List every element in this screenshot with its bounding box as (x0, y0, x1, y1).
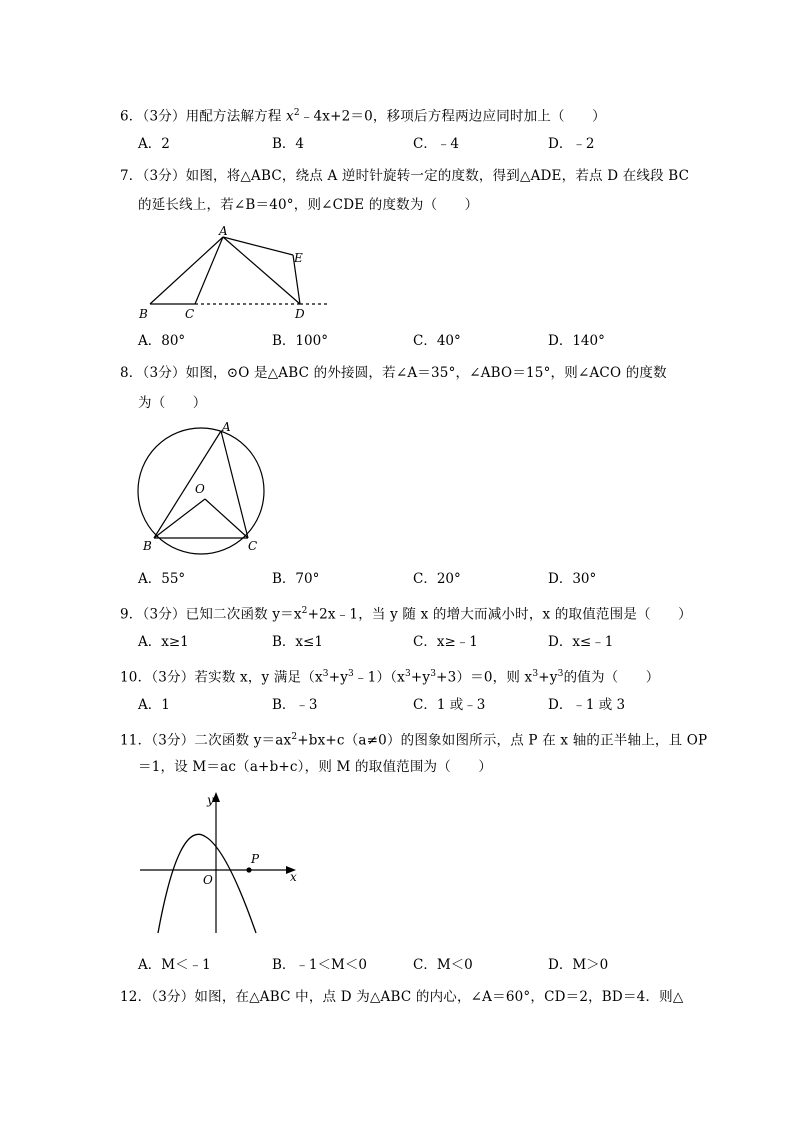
option-b[interactable]: B．﹣3 (272, 697, 318, 713)
option-c[interactable]: C．20° (413, 571, 461, 587)
question-text: ﹣4x+2＝0，移项后方程两边应同时加上（ ） (299, 108, 606, 125)
question-number: 11． (120, 732, 152, 749)
variable-x: x (286, 108, 294, 125)
option-c[interactable]: C．M＜0 (413, 957, 473, 973)
option-a[interactable]: A．55° (138, 571, 186, 587)
question-score: （3分） (151, 669, 195, 686)
option-b[interactable]: B．﹣1＜M＜0 (272, 957, 367, 973)
question-12 (120, 987, 683, 1007)
exponent: 3 (430, 669, 437, 679)
label-a: A (219, 224, 228, 238)
question-9-options (138, 632, 658, 652)
question-text: 的值为（ ） (563, 669, 660, 686)
exponent: 2 (301, 606, 308, 616)
label-p: P (251, 852, 260, 866)
question-6-options (138, 134, 658, 154)
exponent: 3 (532, 669, 539, 679)
question-text: 若实数 x，y 满足（x (194, 669, 323, 686)
point-p (246, 867, 251, 872)
question-text: ﹣1）（x (353, 669, 405, 686)
exponent: 2 (293, 108, 300, 118)
exponent: 3 (557, 669, 564, 679)
label-a: A (222, 420, 231, 434)
option-d[interactable]: D．x≤﹣1 (548, 634, 614, 650)
question-6 (120, 103, 606, 127)
question-score: （3分） (142, 365, 186, 381)
option-a[interactable]: A．x≥1 (138, 634, 189, 650)
segment-ab (154, 431, 221, 538)
option-d[interactable]: D．﹣1 或 3 (548, 697, 626, 713)
question-text: +y (328, 669, 349, 686)
label-o: O (195, 482, 205, 496)
label-d: D (295, 307, 305, 321)
label-c: C (248, 539, 258, 553)
label-e: E (294, 251, 303, 265)
label-c: C (185, 307, 195, 321)
question-8 (120, 363, 667, 383)
option-c[interactable]: C．x≥﹣1 (413, 634, 478, 650)
question-number: 10． (120, 669, 152, 686)
label-x: x (290, 870, 297, 884)
option-b[interactable]: B．100° (272, 333, 328, 349)
question-7-options (138, 331, 658, 351)
question-number: 12． (120, 989, 152, 1005)
circumcircle-figure (130, 414, 280, 560)
label-y: y (207, 793, 214, 807)
question-number: 9． (120, 606, 143, 623)
question-10-options (138, 695, 658, 715)
question-text: +bx+c（a≠0）的图象如图所示，点 P 在 x 轴的正半轴上，且 OP (297, 732, 708, 749)
question-text: 已知二次函数 y＝x (185, 606, 302, 623)
question-text: 如图，⊙O 是△ABC 的外接圆，若∠A＝35°，∠ABO＝15°，则∠ACO 的度数 (185, 365, 667, 381)
option-d[interactable]: D．﹣2 (548, 136, 595, 152)
exponent: 3 (404, 669, 411, 679)
exponent: 3 (348, 669, 354, 679)
question-text: 如图，在△ABC 中，点 D 为△ABC 的内心，∠A＝60°，CD＝2，BD＝4．则△ (194, 989, 684, 1005)
question-text: +3）＝0，则 x (436, 669, 533, 686)
label-b: B (143, 539, 152, 553)
segment-bo (154, 499, 205, 538)
option-b[interactable]: B．4 (272, 136, 305, 152)
option-c[interactable]: C．﹣4 (413, 136, 459, 152)
question-11 (120, 727, 707, 751)
exponent: 3 (322, 669, 329, 679)
question-9 (120, 601, 692, 625)
question-8-line-2: 为（ ） (138, 395, 207, 411)
label-o: O (203, 873, 213, 887)
segment-co (205, 499, 248, 538)
question-7-line-2: 的延长线上，若∠B＝40°，则∠CDE 的度数为（ ） (138, 197, 479, 213)
option-b[interactable]: B．x≤1 (272, 634, 323, 650)
option-a[interactable]: A．1 (138, 697, 170, 713)
question-text: 如图，将△ABC，绕点 A 逆时针旋转一定的度数，得到△ADE，若点 D 在线段 BC (185, 168, 690, 184)
exponent: 2 (291, 732, 298, 742)
question-text: 用配方法解方程 (185, 108, 282, 125)
segment-ac (221, 431, 248, 538)
option-d[interactable]: D．30° (548, 571, 597, 587)
option-a[interactable]: A．80° (138, 333, 186, 349)
question-text: +y (410, 669, 431, 686)
question-score: （3分） (142, 606, 186, 623)
option-a[interactable]: A．M＜﹣1 (138, 957, 211, 973)
segment-ab (150, 237, 223, 304)
question-score: （3分） (151, 732, 195, 749)
question-10 (120, 664, 659, 688)
segment-ac (195, 237, 223, 304)
question-text: +2x﹣1，当 y 随 x 的增大而减小时，x 的取值范围是（ ） (307, 606, 692, 623)
question-score: （3分） (151, 989, 195, 1005)
option-d[interactable]: D．140° (548, 333, 605, 349)
label-b: B (139, 307, 148, 321)
question-number: 8． (120, 365, 143, 381)
question-score: （3分） (142, 168, 186, 184)
question-7 (120, 166, 689, 186)
rotation-triangle-figure (130, 222, 360, 324)
question-8-options (138, 569, 658, 589)
parabola-figure (130, 788, 310, 938)
question-text: +y (538, 669, 558, 686)
question-score: （3分） (142, 108, 186, 125)
question-11-options (138, 955, 658, 975)
question-text: 二次函数 y＝ax (194, 732, 292, 749)
question-number: 7． (120, 168, 143, 184)
question-11-line-2: ＝1，设 M＝ac（a+b+c），则 M 的取值范围为（ ） (138, 759, 493, 775)
option-b[interactable]: B．70° (272, 571, 320, 587)
option-c[interactable]: C．40° (413, 333, 461, 349)
option-d[interactable]: D．M＞0 (548, 957, 609, 973)
option-c[interactable]: C．1 或﹣3 (413, 697, 486, 713)
option-a[interactable]: A．2 (138, 136, 170, 152)
question-number: 6． (120, 108, 143, 125)
